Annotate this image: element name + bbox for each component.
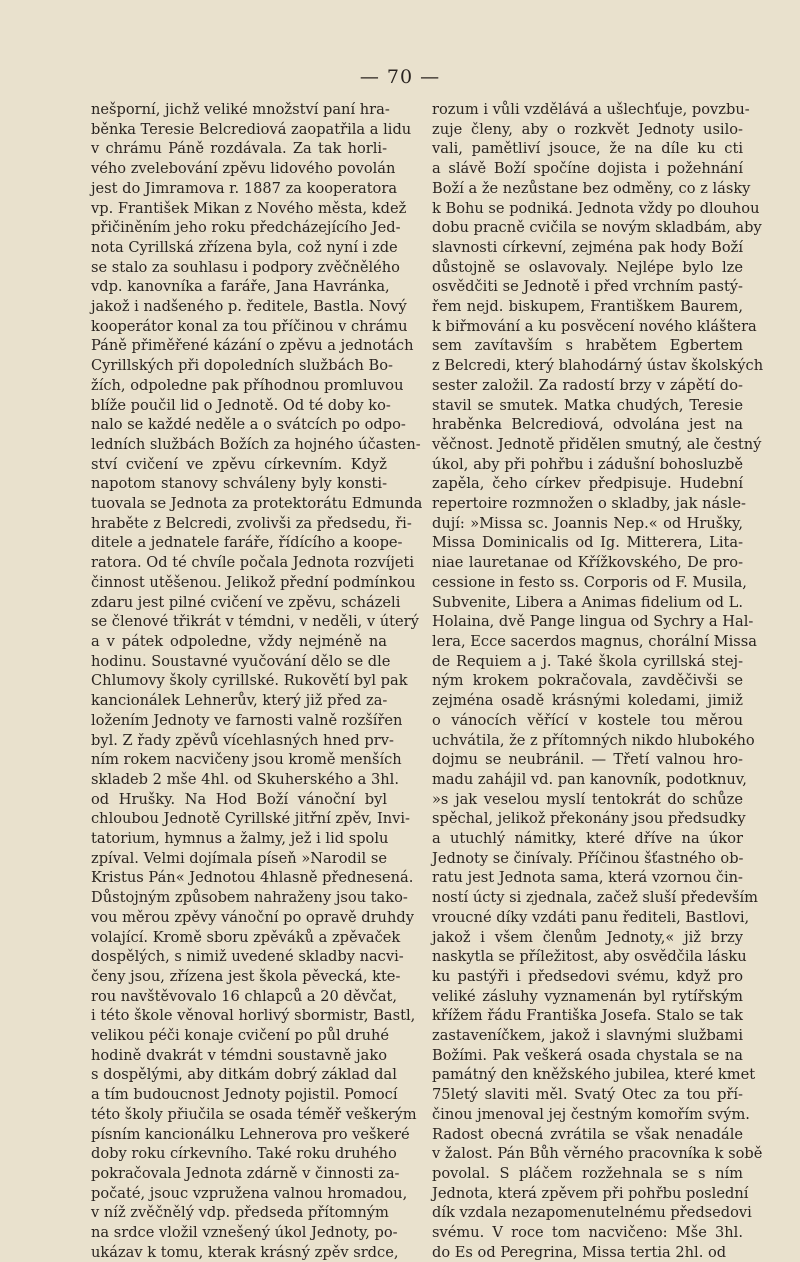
text-line: ratora. Od té chvíle počala Jednota rozvíjeti: [91, 554, 415, 572]
text-line: stavil se smutek. Matka chudých, Teresie: [432, 396, 743, 414]
text-line: a utuchlý námitky, které dříve na úkor: [432, 830, 743, 848]
text-line: napotom stanovy schváleny byly konsti-: [91, 475, 387, 493]
text-line: dují: »Missa sc. Joannis Nep.« od Hrušky,: [432, 514, 743, 532]
text-line: Radost obecná zvrátila se však nenadále: [432, 1125, 743, 1143]
text-line: repertoire rozmnožen o skladby, jak násle-: [432, 495, 746, 513]
text-line: hodině dvakrát v témdni soustavně jako: [91, 1046, 387, 1064]
text-line: od Hrušky. Na Hod Boží vánoční byl: [91, 790, 387, 808]
text-line: písním kancionálku Lehnerova pro veškeré: [91, 1125, 410, 1143]
text-line: vali, pamětliví jsouce, že na díle ku cti: [432, 140, 743, 158]
text-line: pokračovala Jednota zdárně v činnosti za-: [91, 1164, 400, 1182]
text-line: se členové třikrát v témdni, v neděli, v úterý: [91, 613, 419, 631]
text-line: činnost utěšenou. Jelikož přední podmínkou: [91, 573, 416, 591]
text-line: cessione in festo ss. Corporis od F. Musila,: [432, 573, 747, 591]
text-line: zastaveníčkem, jakož i slavnými službami: [432, 1027, 743, 1045]
text-line: zapěla, čeho církev předpisuje. Hudební: [432, 475, 743, 493]
text-line: doby roku církevního. Také roku druhého: [91, 1145, 397, 1163]
text-line: úkol, aby při pohřbu i zádušní bohosluzbě: [432, 455, 743, 473]
text-line: Chlumovy školy cyrillské. Rukovětí byl pak: [91, 672, 408, 690]
text-line: v chrámu Páně rozdávala. Za tak horli-: [91, 140, 387, 158]
text-line: a slávě Boží spočíne dojista i požehnání: [432, 160, 743, 178]
text-line: kancionálek Lehnerův, který již před za-: [91, 692, 388, 710]
text-line: jest do Jimramova r. 1887 za kooperatora: [91, 179, 398, 197]
text-line: rou navštěvovalo 16 chlapců a 20 děvčat,: [91, 987, 398, 1005]
text-line: ství cvičení ve zpěvu církevním. Když: [91, 455, 387, 473]
text-line: na srdce vložil vznešený úkol Jednoty, po-: [91, 1224, 398, 1242]
text-line: kooperátor konal za tou příčinou v chrámu: [91, 317, 408, 335]
text-line: Páně přiměřené kázání o zpěvu a jednotách: [91, 337, 414, 355]
text-line: činou jmenoval jej čestným komořím svým.: [432, 1105, 750, 1123]
text-line: ratu jest Jednota sama, která vzornou čin-: [432, 869, 743, 887]
text-line: o vánocích věřící v kostele tou měrou: [432, 711, 743, 729]
text-line: blíže poučil lid o Jednotě. Od té doby ko-: [91, 396, 391, 414]
text-line: osvědčiti se Jednotě i před vrchním pastý-: [432, 278, 743, 296]
text-line: Jednota, která zpěvem při pohřbu poslední: [432, 1184, 749, 1202]
text-line: nešporní, jichž veliké množství paní hra-: [91, 101, 390, 118]
text-line: čeny jsou, zřízena jest škola pěvecká, kte-: [91, 967, 401, 985]
text-line: Jednoty se činívaly. Příčinou šťastného ob-: [432, 849, 744, 867]
text-line: v níž zvěčnělý vdp. předseda přítomným: [91, 1204, 389, 1222]
text-line: ledních službách Božích za hojného účasten-: [91, 435, 421, 453]
text-line: a v pátek odpoledne, vždy nejméně na: [91, 632, 387, 650]
text-line: ukázav k tomu, kterak krásný zpěv srdce,: [91, 1243, 399, 1261]
text-line: hraběte z Belcredi, zvolivši za předsedu, ři-: [91, 514, 412, 532]
text-line: dík vzdala nezapomenutelnému předsedovi: [432, 1204, 752, 1222]
text-line: počaté, jsouc vzpružena valnou hromadou,: [91, 1184, 408, 1202]
text-line: svému. V roce tom nacvičeno: Mše 3hl.: [432, 1224, 743, 1242]
text-line: chloubou Jednotě Cyrillské jitřní zpěv, Invi-: [91, 810, 410, 828]
text-line: tatorium, hymnus a žalmy, jež i lid spolu: [91, 830, 389, 848]
page-number: — 70 —: [359, 66, 441, 88]
text-line: i této škole věnoval horlivý sbormistr, Bastl,: [91, 1007, 416, 1025]
text-line: do Es od Peregrina, Missa tertia 2hl. od: [432, 1243, 727, 1261]
text-line: Missa Dominicalis od Ig. Mitterera, Lita-: [432, 534, 743, 552]
text-line: ností úcty si zjednala, začež sluší především: [432, 889, 758, 907]
text-line: lera, Ecce sacerdos magnus, chorální Missa: [432, 632, 757, 650]
text-line: vého zvelebování zpěvu lidového povolán: [91, 160, 396, 178]
text-line: ditele a jednatele faráře, řídícího a koope-: [91, 534, 403, 552]
text-line: velikou péči konaje cvičení po půl druhé: [91, 1027, 390, 1045]
text-line: hodinu. Soustavné vyučování dělo se dle: [91, 652, 391, 670]
text-line: zuje členy, aby o rozkvět Jednoty usilo-: [432, 120, 743, 138]
text-line: spěchal, jelikož překonány jsou předsudky: [432, 810, 746, 828]
text-line: jakož i nadšeného p. ředitele, Bastla. Nový: [91, 298, 407, 316]
text-line: z Belcredi, který blahodárný ústav školských: [432, 357, 764, 375]
text-line: ku pastýři i předsedovi svému, když pro: [432, 967, 743, 985]
text-line: této školy přiučila se osada téměř veškerým: [91, 1105, 417, 1123]
text-line: Cyrillských při dopoledních službách Bo-: [91, 357, 393, 375]
text-line: Božími. Pak veškerá osada chystala se na: [432, 1046, 743, 1064]
text-line: slavnosti církevní, zejména pak hody Boží: [432, 238, 743, 256]
text-line: veliké zásluhy vyznamenán byl rytířským: [432, 987, 743, 1005]
text-line: jakož i všem členům Jednoty,« již brzy: [432, 928, 743, 946]
left-text-column: [91, 100, 423, 1262]
text-line: ním rokem nacvičeny jsou kromě menších: [91, 751, 402, 769]
text-line: vp. František Mikan z Nového města, kdež: [91, 199, 407, 217]
text-line: Boží a že nezůstane bez odměny, co z lásky: [432, 179, 751, 197]
text-line: s dospělými, aby ditkám dobrý základ dal: [91, 1066, 397, 1084]
text-line: dojmu se neubránil. — Třetí valnou hro-: [432, 751, 743, 769]
text-line: 75letý slaviti měl. Svatý Otec za tou pří-: [432, 1086, 743, 1104]
text-line: přičiněním jeho roku předcházejícího Jed-: [91, 219, 401, 237]
text-line: křížem řádu Františka Josefa. Stalo se tak: [432, 1007, 743, 1025]
text-line: niae lauretanae od Křížkovského, De pro-: [432, 554, 743, 572]
text-line: sester založil. Za radostí brzy v zápětí do-: [432, 376, 743, 394]
text-line: dospělých, s nimiž uvedené skladby nacvi-: [91, 948, 404, 966]
text-line: v žalost. Pán Bůh věrného pracovníka k sobě: [432, 1145, 763, 1163]
text-line: se stalo za souhlasu i podpory zvěčnělého: [91, 258, 400, 276]
text-line: Důstojným způsobem nahraženy jsou tako-: [91, 889, 408, 907]
right-text-column: [432, 100, 764, 1262]
text-line: Kristus Pán« Jednotou 4hlasně přednesená.: [91, 869, 414, 887]
text-line: rozum i vůli vzdělává a ušlechťuje, povzbu-: [432, 101, 750, 118]
text-line: k biřmování a ku posvěcení nového kláštera: [432, 317, 757, 335]
text-line: tuovala se Jednota za protektorátu Edmunda: [91, 495, 423, 513]
text-line: žích, odpoledne pak příhodnou promluvou: [91, 376, 404, 394]
text-line: dobu pracně cvičila se novým skladbám, aby: [432, 219, 762, 237]
text-line: hraběnka Belcrediová, odvolána jest na: [432, 416, 743, 434]
text-line: a tím budoucnost Jednoty pojistil. Pomocí: [91, 1086, 398, 1104]
text-line: naskytla se příležitost, aby osvědčila lásku: [432, 948, 747, 966]
text-line: zpíval. Velmi dojímala píseň »Narodil se: [91, 849, 387, 867]
text-line: ložením Jednoty ve farnosti valně rozšířen: [91, 711, 403, 729]
text-line: památný den kněžského jubilea, které kmet: [432, 1066, 756, 1084]
text-line: zejména osadě krásnými koledami, jimiž: [432, 692, 743, 710]
text-line: sem zavítavším s hrabětem Egbertem: [432, 337, 743, 355]
text-line: věčnost. Jednotě přidělen smutný, ale čestný: [432, 435, 762, 453]
text-line: de Requiem a j. Také škola cyrillská stej-: [432, 652, 743, 670]
text-line: důstojně se oslavovaly. Nejlépe bylo lze: [432, 258, 743, 276]
text-line: běnka Teresie Belcrediová zaopatřila a lidu: [91, 120, 412, 138]
text-line: ným krokem pokračovala, zavděčivši se: [432, 672, 743, 690]
text-line: k Bohu se podniká. Jednota vždy po dlouhou: [432, 199, 760, 217]
text-line: volající. Kromě sboru zpěváků a zpěvaček: [91, 928, 401, 946]
text-line: povolal. S pláčem rozžehnala se s ním: [432, 1164, 743, 1182]
text-line: uchvátila, že z přítomných nikdo hlubokého: [432, 731, 755, 749]
text-line: nalo se každé neděle a o svátcích po odpo-: [91, 416, 406, 434]
text-line: madu zahájil vd. pan kanovník, podotknuv,: [432, 770, 747, 788]
text-line: zdaru jest pilné cvičení ve zpěvu, scházeli: [91, 593, 401, 611]
text-line: nota Cyrillská zřízena byla, což nyní i zde: [91, 238, 398, 256]
text-line: »s jak veselou myslí tentokrát do schůze: [432, 790, 743, 808]
text-line: Subvenite, Libera a Animas fidelium od L.: [432, 593, 743, 611]
text-line: Holaina, dvě Pange lingua od Sychry a Hal-: [432, 613, 754, 631]
text-line: vroucné díky vzdáti panu řediteli, Bastlovi,: [432, 908, 750, 926]
text-line: vdp. kanovníka a faráře, Jana Havránka,: [91, 278, 390, 296]
text-line: vou měrou zpěvy vánoční po opravě druhdy: [91, 908, 414, 926]
text-line: skladeb 2 mše 4hl. od Skuherského a 3hl.: [91, 770, 399, 788]
text-line: byl. Z řady zpěvů vícehlasných hned prv-: [91, 731, 394, 749]
text-line: řem nejd. biskupem, Františkem Baurem,: [432, 298, 743, 316]
